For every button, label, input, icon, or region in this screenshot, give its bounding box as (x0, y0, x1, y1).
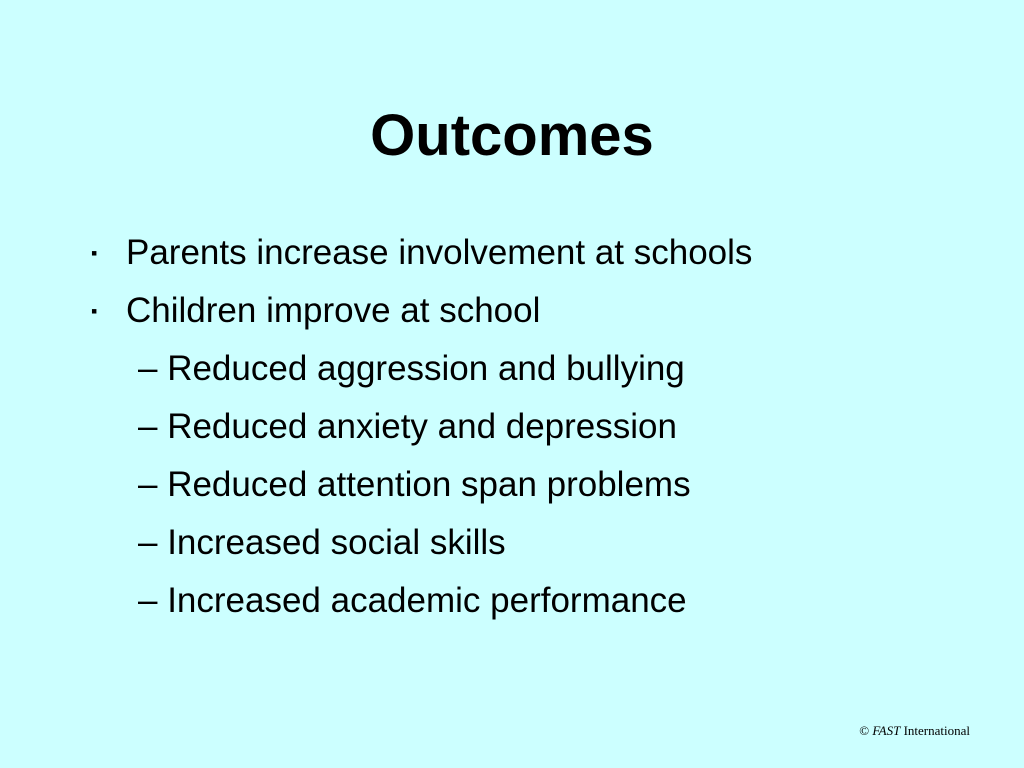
bullet-text: Children improve at school (126, 291, 541, 330)
list-item (0, 456, 1024, 514)
list-item (0, 572, 1024, 630)
square-bullet-icon: ▪ (91, 301, 98, 321)
sub-bullet-text: – Reduced attention span problems (138, 465, 691, 504)
bullet-text: Parents increase involvement at schools (126, 233, 753, 272)
sub-bullet-text: – Reduced aggression and bullying (138, 349, 685, 388)
list-item (0, 514, 1024, 572)
list-item (0, 224, 1024, 282)
bullet-list (0, 224, 1024, 630)
slide-title: Outcomes (370, 103, 654, 168)
sub-bullet-text: – Reduced anxiety and depression (138, 407, 677, 446)
list-item (0, 398, 1024, 456)
copyright-footer (859, 722, 970, 740)
sub-bullet-text: – Increased social skills (138, 523, 506, 562)
footer-org: International (903, 723, 970, 738)
list-item (0, 282, 1024, 340)
square-bullet-icon: ▪ (91, 243, 98, 263)
footer-brand: FAST (872, 723, 901, 738)
sub-bullet-text: – Increased academic performance (138, 581, 687, 620)
copyright-symbol: © (859, 723, 870, 738)
list-item (0, 340, 1024, 398)
